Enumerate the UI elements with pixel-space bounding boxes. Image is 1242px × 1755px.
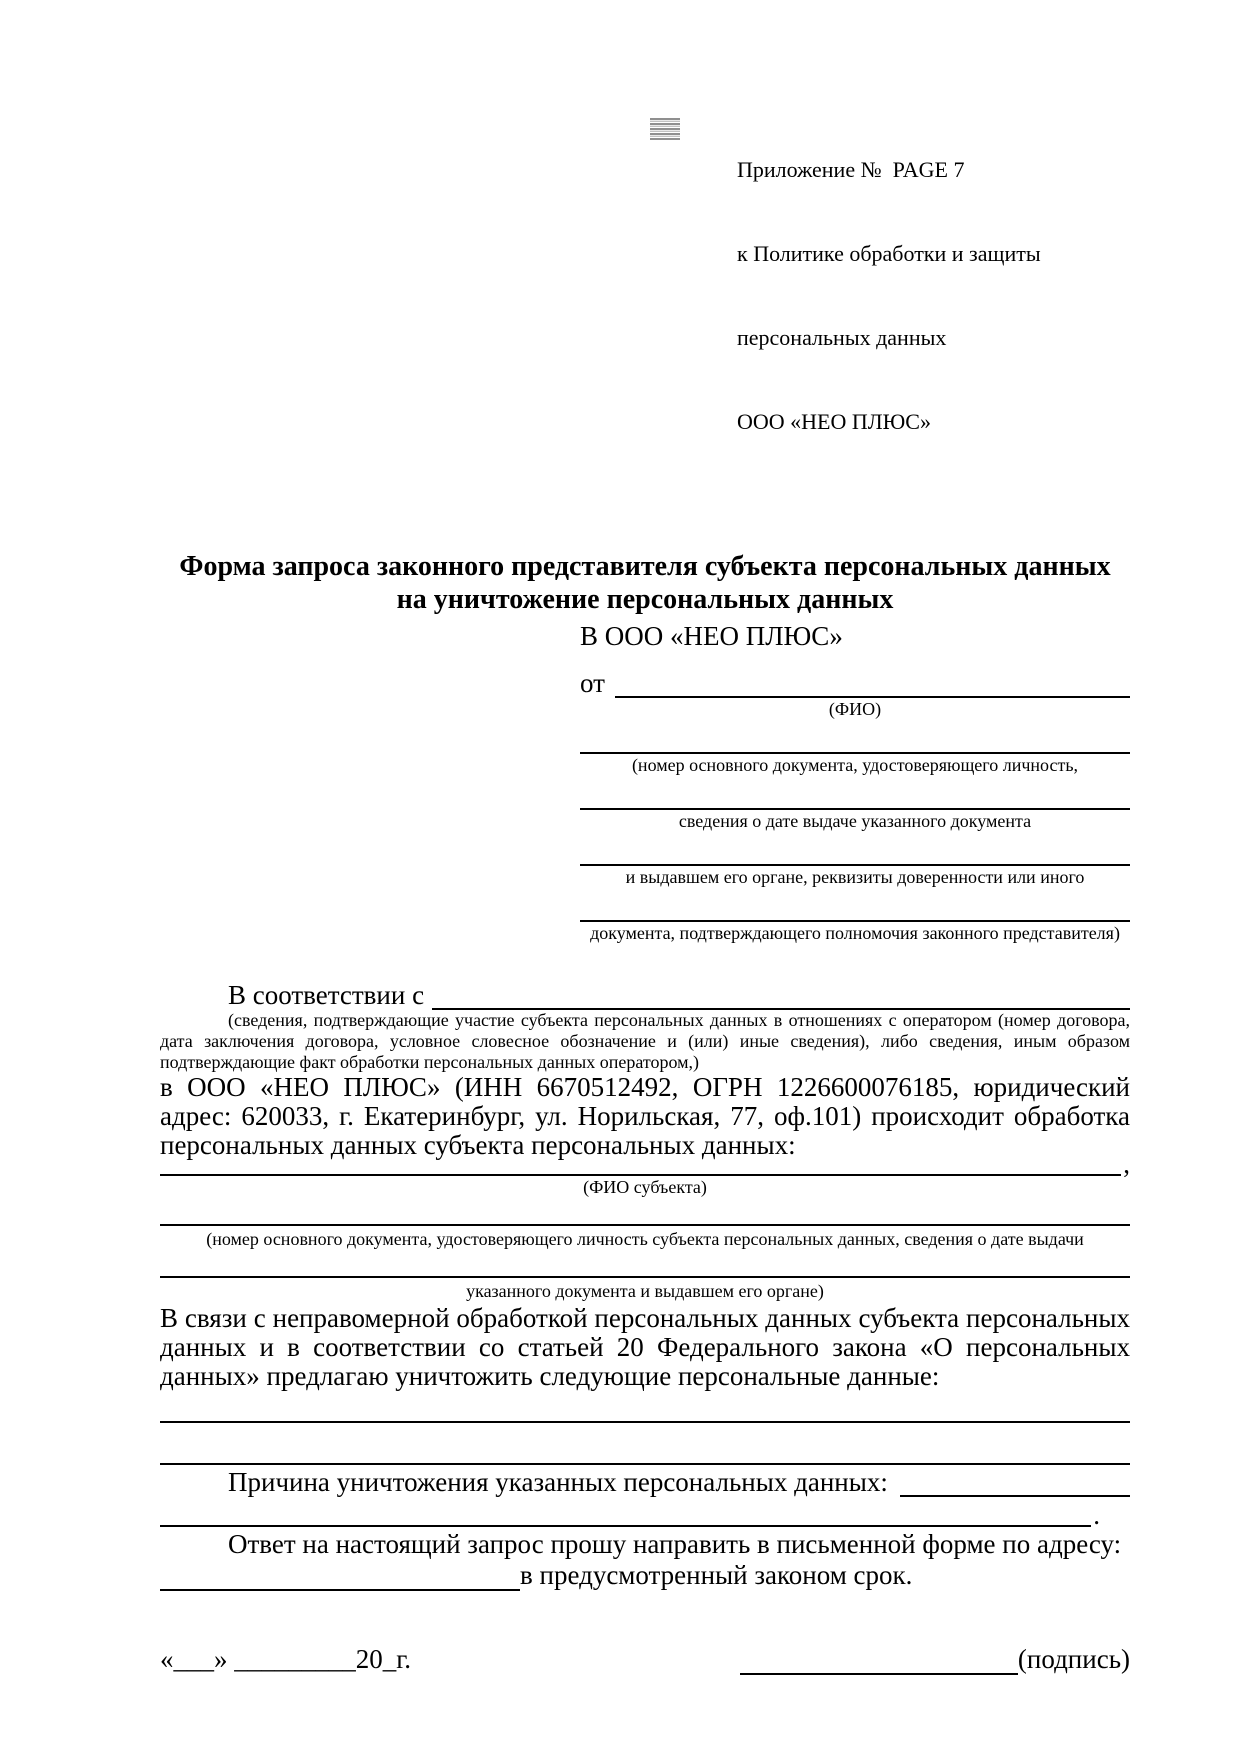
- operator-paragraph: в ООО «НЕО ПЛЮС» (ИНН 6670512492, ОГРН 1226600076185, юридический адрес: 620033, г. Екатеринбург, ул. Норильская, 77, оф.101) происходит обработка персональных данных субъекта персональных данных:: [160, 1072, 1130, 1160]
- document-title: [160, 550, 1130, 616]
- subject-line-comma: ,: [1123, 1149, 1130, 1179]
- data-to-destroy-field-line-2[interactable]: [160, 1423, 1130, 1465]
- representative-document-field-line[interactable]: [580, 720, 1130, 754]
- reply-address-row: [160, 1560, 1130, 1591]
- subject-document-field-line[interactable]: [160, 1198, 1130, 1226]
- header-personal-data-line: персональных данных: [737, 325, 947, 350]
- fio-caption: (ФИО): [828, 699, 882, 719]
- authority-document-field-line[interactable]: [580, 888, 1130, 922]
- signature-field-line[interactable]: [740, 1645, 1018, 1675]
- reason-line-period: .: [1093, 1500, 1100, 1530]
- issue-date-caption: сведения о дате выдаче указанного документа: [678, 811, 1032, 831]
- authority-document-caption: документа, подтверждающего полномочия законного представителя): [590, 923, 1120, 943]
- request-paragraph: В связи с неправомерной обработкой персональных данных субъекта персональных данных и в соответствии со статьей 20 Федерального закона «О персональных данных» предлагаю уничтожить следующие персональные данные:: [160, 1303, 1130, 1391]
- addressee-company: В ООО «НЕО ПЛЮС»: [580, 621, 843, 651]
- data-to-destroy-field-line-1[interactable]: [160, 1391, 1130, 1423]
- subject-name-row: [160, 1149, 1130, 1179]
- title-line-2: на уничтожение персональных данных: [396, 584, 894, 615]
- document-issue-date-field-line[interactable]: [580, 776, 1130, 810]
- reason-row: [160, 1465, 1130, 1497]
- reason-label: Причина уничтожения указанных персональных данных:: [228, 1467, 888, 1497]
- reason-continuation-row: [160, 1497, 1130, 1530]
- header-appendix-line: Приложение № PAGE 7: [737, 157, 965, 182]
- according-label: В соответствии с: [228, 980, 425, 1010]
- document-header: [737, 100, 1130, 492]
- header-policy-line: к Политике обработки и защиты: [737, 241, 1041, 266]
- document-number-caption: (номер основного документа, удостоверяющего личность,: [631, 755, 1079, 775]
- signature-row: [160, 1643, 1130, 1675]
- subject-document-caption: (номер основного документа, удостоверяющего личность субъекта персональных данных, сведения о дате выдачи: [206, 1229, 1084, 1249]
- reply-address-field-line[interactable]: [160, 1560, 520, 1591]
- from-label: от: [580, 668, 605, 698]
- issuing-authority-caption: и выдавшем его органе, реквизиты доверенности или иного: [625, 867, 1085, 887]
- relation-basis-caption: (сведения, подтверждающие участие субъекта персональных данных в отношениях с оператором (номер договора, дата заключения договора, условное словесное обозначение и (или) иные сведения), либо сведения, иным образом подтверждающие факт обработки персональных данных оператором,): [160, 1010, 1130, 1072]
- subject-authority-caption: указанного документа и выдавшем его органе): [466, 1281, 824, 1301]
- text-lines-icon: [650, 118, 680, 140]
- signature-caption: (подпись): [1017, 1644, 1130, 1674]
- subject-fio-caption: (ФИО субъекта): [583, 1177, 707, 1197]
- reply-paragraph: Ответ на настоящий запрос прошу направить в письменной форме по адресу:: [228, 1529, 1122, 1559]
- date-line: «___» _________20_г.: [160, 1644, 412, 1674]
- reason-field-line-2[interactable]: [160, 1525, 1091, 1527]
- from-row: [580, 652, 1130, 698]
- reply-suffix: в предусмотренный законом срок.: [520, 1560, 913, 1590]
- reason-field-line[interactable]: [900, 1495, 1130, 1497]
- signature-block: [740, 1643, 1130, 1675]
- addressee-block: [580, 620, 1130, 944]
- subject-document-authority-field-line[interactable]: [160, 1250, 1130, 1278]
- issuing-authority-field-line[interactable]: [580, 832, 1130, 866]
- title-line-1: Форма запроса законного представителя субъекта персональных данных: [179, 551, 1111, 582]
- header-company-line: ООО «НЕО ПЛЮС»: [737, 409, 931, 434]
- according-row: [160, 976, 1130, 1010]
- document-body: [160, 976, 1130, 1675]
